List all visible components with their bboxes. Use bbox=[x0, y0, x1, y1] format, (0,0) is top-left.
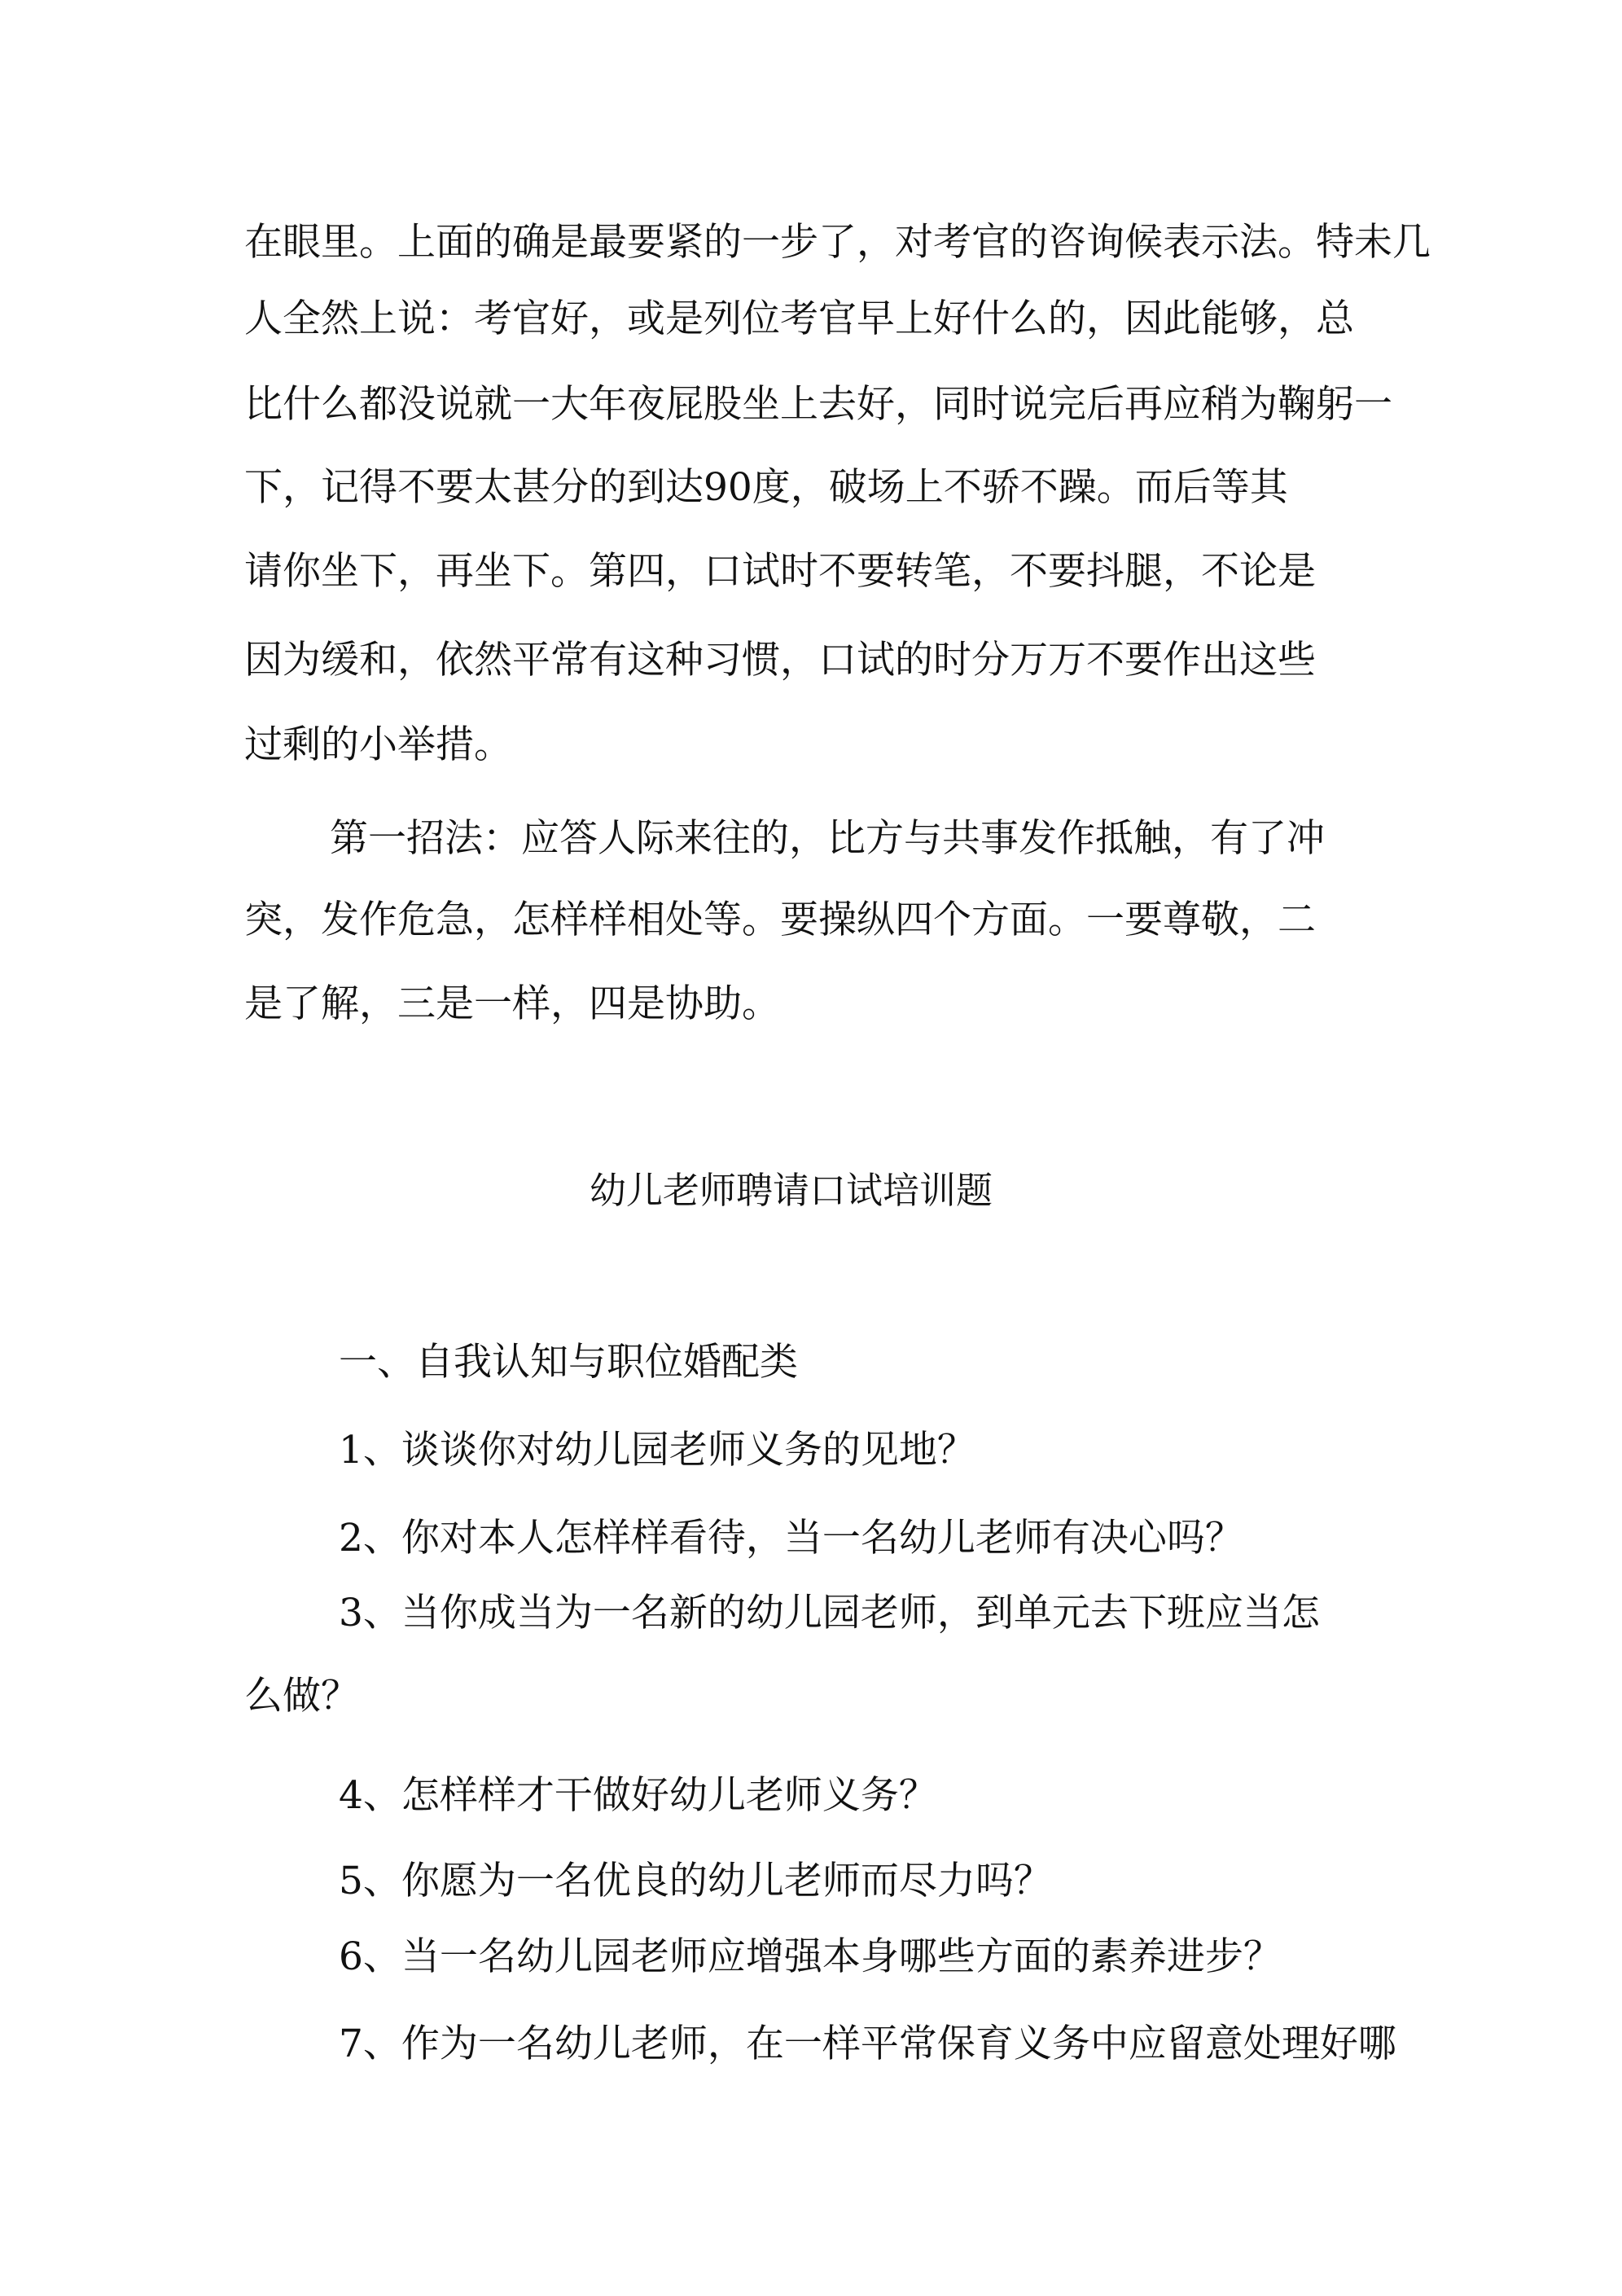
question-2: 2、你对本人怎样样看待，当一名幼儿老师有决心吗？ bbox=[339, 1516, 1243, 1561]
paragraph1-line-7: 过剩的小举措。 bbox=[244, 722, 512, 767]
question-1: 1、谈谈你对幼儿园老师义务的见地？ bbox=[339, 1428, 975, 1473]
paragraph1-line-5: 请你坐下，再坐下。第四，口试时不要转笔，不要抖腿，不论是 bbox=[244, 549, 1316, 594]
question-5: 5、你愿为一名优良的幼儿老师而尽力吗？ bbox=[339, 1859, 1052, 1903]
paragraph1-line-4: 下，记得不要太甚分的到达90度，破场上不骄不躁。而后等其 bbox=[244, 465, 1288, 510]
question-6: 6、当一名幼儿园老师应增强本身哪些方面的素养进步？ bbox=[339, 1934, 1282, 1979]
question-3-continued: 么做？ bbox=[244, 1674, 359, 1719]
section-title: 幼儿老师聘请口试培训题 bbox=[590, 1169, 993, 1212]
category-heading: 一、自我认知与职位婚配类 bbox=[339, 1340, 798, 1385]
paragraph1-line-6: 因为缓和，依然平常有这种习惯，口试的时分万万不要作出这些 bbox=[244, 638, 1316, 683]
paragraph2-line-3: 是了解，三是一样，四是协助。 bbox=[244, 981, 780, 1026]
question-4: 4、怎样样才干做好幼儿老师义务？ bbox=[339, 1773, 937, 1818]
paragraph1-line-1: 在眼里。上面的确是最要紧的一步了，对考官的咨询候表示法。特未几 bbox=[244, 220, 1431, 265]
question-3: 3、当你成当为一名新的幼儿园老师，到单元去下班应当怎 bbox=[339, 1591, 1320, 1635]
paragraph1-line-2: 人全然上说：考官好，或是列位考官早上好什么的，因此能够，总 bbox=[244, 296, 1354, 341]
paragraph2-line-2: 突，发作危急，怎样样相处等。要操纵四个方面。一要尊敬，二 bbox=[244, 898, 1316, 942]
paragraph1-line-3: 比什么都没说就一大年夜屁股坐上去好，同时说完后再应稍为鞠躬一 bbox=[244, 382, 1392, 427]
paragraph2-line-1: 第一招法：应答人际来往的，比方与共事发作抵触，有了冲 bbox=[330, 816, 1325, 861]
question-7: 7、作为一名幼儿老师，在一样平常保育义务中应留意处理好哪 bbox=[339, 2022, 1396, 2066]
